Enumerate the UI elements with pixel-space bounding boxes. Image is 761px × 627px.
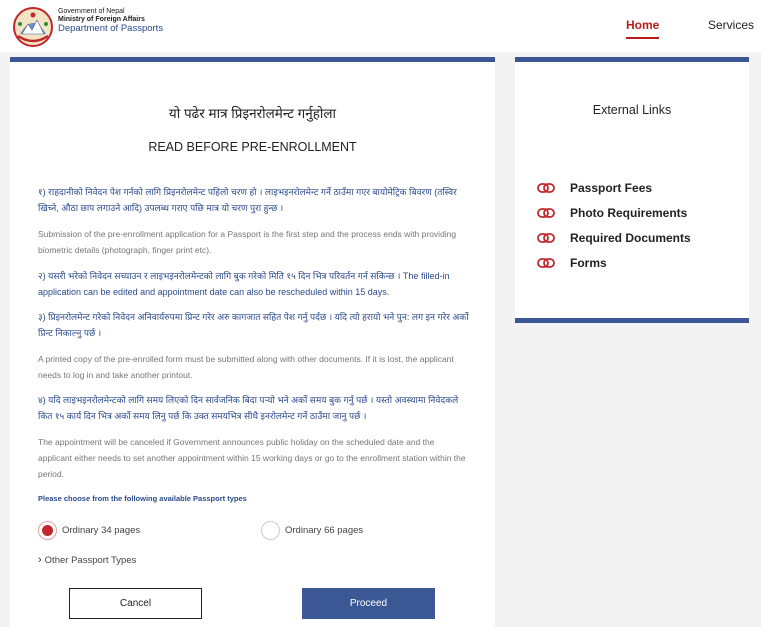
passport-type-prompt: Please choose from the following available Passport types: [38, 494, 247, 503]
cancel-button[interactable]: Cancel: [69, 588, 202, 619]
link-icon: [537, 257, 555, 269]
passport-type-label: Ordinary 34 pages: [62, 525, 141, 536]
external-link-passport-fees[interactable]: [537, 175, 691, 200]
nav-home-link[interactable]: Home: [626, 18, 659, 39]
instruction-4-nepali: ४) यदि लाइभइनरोलमेन्टको लागि समय लिएको दिन सार्वजनिक बिदा पर्‍यो भने अर्को समय बुक गर्नु पर्छ । यस्तो अवस्थामा निवेदकले कित १५ कार्य दिन भित्र अर्को समय लिनु पर्छ कि उक्त समयभित्र सीधै इनरोलमेन्ट गर्ने ठाउँमा जानु पर्छ ।: [38, 395, 459, 421]
external-link-forms[interactable]: [537, 250, 691, 275]
external-links-list: [537, 175, 691, 275]
external-links-card: [515, 57, 749, 323]
other-passport-types-toggle[interactable]: [38, 554, 136, 566]
nav-services-link[interactable]: Services: [708, 18, 755, 32]
link-icon: [537, 207, 555, 219]
instruction-3-english: A printed copy of the pre-enrolled form must be submitted along with other documents. If it is lost, the applicant needs to log in and take another printout.: [38, 354, 454, 380]
external-link-required-documents[interactable]: [537, 225, 691, 250]
org-line-government: Government of Nepal: [58, 8, 125, 15]
radio-unselected-icon[interactable]: [261, 521, 280, 540]
radio-selected-icon[interactable]: [38, 521, 57, 540]
instruction-4-english: The appointment will be canceled if Government announces public holiday on the scheduled date and the applicant either needs to set another appointment within 15 working days or go to the enrollment station within the period.: [38, 437, 466, 479]
passport-type-label: Ordinary 66 pages: [285, 525, 364, 536]
external-links-title: External Links: [592, 103, 672, 117]
top-header: [0, 0, 761, 52]
passport-type-option-66[interactable]: [261, 521, 363, 540]
nepal-emblem-logo: [12, 6, 54, 48]
chevron-right-icon: ›: [38, 554, 42, 566]
link-label: Passport Fees: [570, 180, 653, 195]
proceed-button[interactable]: Proceed: [302, 588, 435, 619]
link-label: Required Documents: [570, 230, 691, 245]
instruction-2: २) यसरी भरेको निवेदन सच्याउन र लाइभइनरोलमेन्टको लागि बुक गरेको मिति १५ दिन भित्र परिवर्तन गर्न सकिन्छ । The filled-in application can be edited and appointment date can also be rescheduled within 15 days.: [38, 271, 450, 297]
instruction-3-nepali: ३) प्रिइनरोलमेन्ट गरेको निवेदन अनिवार्यरुपमा प्रिन्ट गरेर अरु कागजात सहित पेश गर्नु पर्दछ । यदि त्यो हरायो भने पुन: लग इन गरेर अर्को प्रिन्ट निकाल्नु पर्छ ।: [38, 312, 469, 338]
page-title-nepali: यो पढेर मात्र प्रिइनरोलमेन्ट गर्नुहोला: [168, 106, 337, 121]
brand-text: [58, 8, 163, 35]
page-title-english: READ BEFORE PRE-ENROLLMENT: [148, 140, 357, 154]
org-line-ministry: Ministry of Foreign Affairs: [58, 16, 145, 24]
link-label: Photo Requirements: [570, 205, 688, 220]
instruction-1-english: Submission of the pre-enrollment application for a Passport is the first step and the process ends with providing biometric details (photograph, finger print etc).: [38, 229, 457, 255]
other-passport-types-label: Other Passport Types: [44, 554, 137, 566]
link-icon: [537, 232, 555, 244]
external-link-photo-requirements[interactable]: [537, 200, 691, 225]
pre-enrollment-card: [10, 57, 495, 627]
org-line-department: Department of Passports: [58, 23, 164, 35]
link-label: Forms: [570, 255, 607, 270]
passport-type-option-34[interactable]: [38, 521, 140, 540]
instruction-1-nepali: १) राहदानीको निवेदन पेश गर्नको लागि प्रिइनरोलमेन्ट पहिलो चरण हो । लाइभइनरोलमेन्ट गर्ने ठाउँमा गएर बायोमेट्रिक बिवरण (तस्विर खिच्ने, औठा छाप लगाउने आदि) उपलब्ध गराए पछि मात्र यो चरण पुरा हुन्छ ।: [38, 187, 457, 213]
link-icon: [537, 182, 555, 194]
